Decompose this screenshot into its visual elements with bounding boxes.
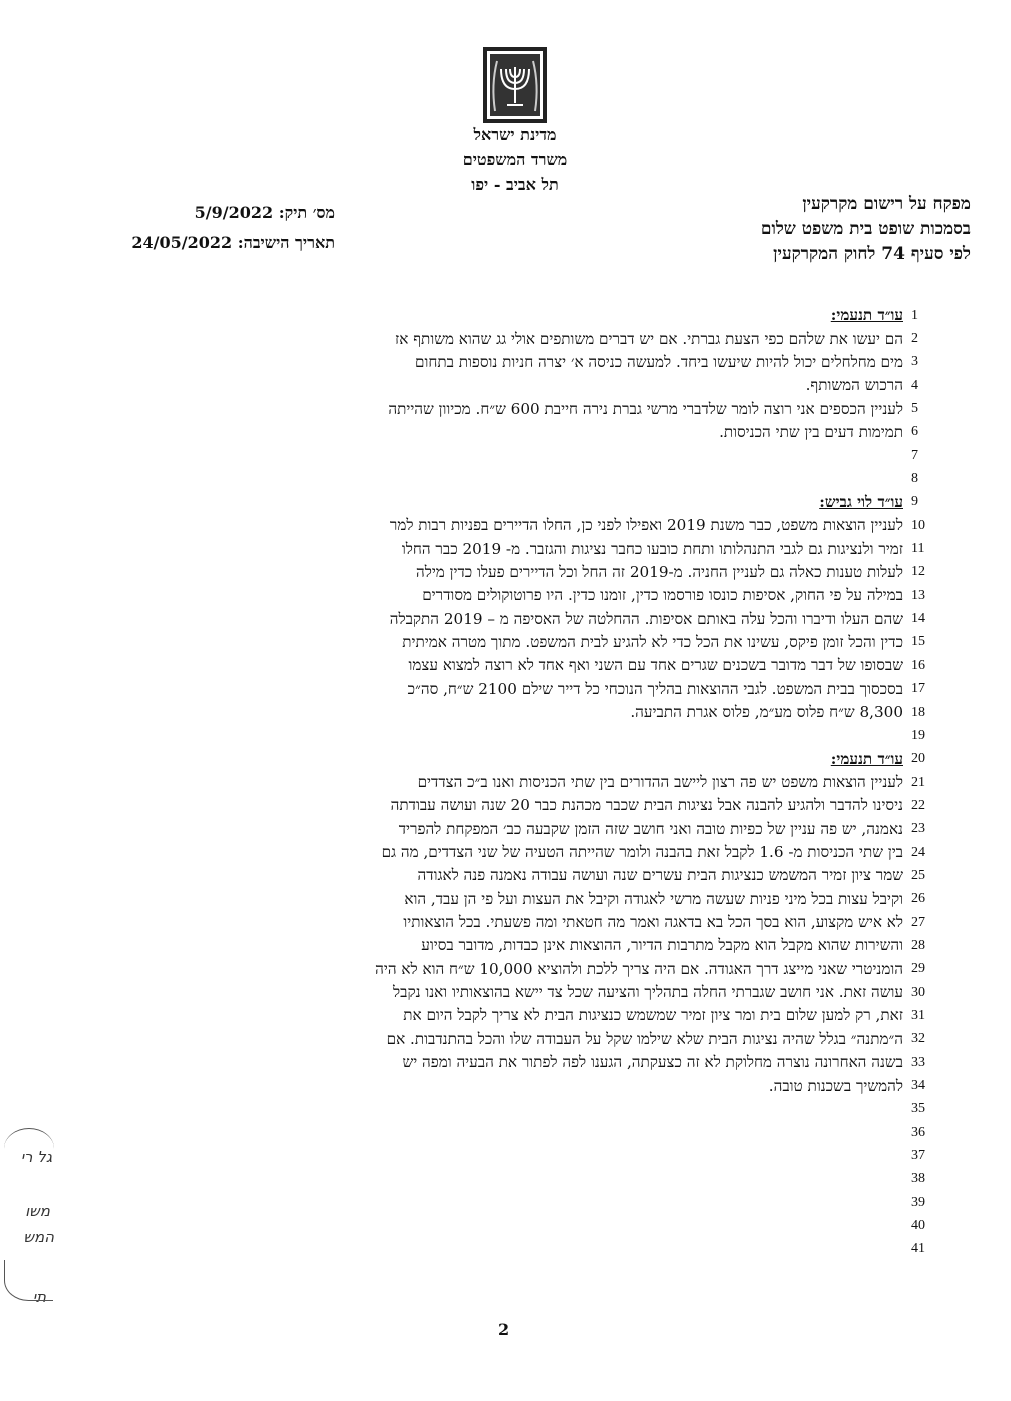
page-number: 2 <box>498 1320 510 1339</box>
line-text: זאת, רק למען שלום בית ומר ציון זמיר שמשמש כנציגות הבית לא צריך לקבל היום את <box>403 1006 903 1025</box>
line-number: 34 <box>911 1078 925 1094</box>
line-text: שהם העלו ודיברו והכל עלה באותם אסיפות. ההחלטה של האסיפה מ – 2019 התקבלה <box>389 609 903 628</box>
transcript-line <box>150 1004 935 1027</box>
transcript-line <box>150 654 935 677</box>
line-number: 38 <box>911 1171 925 1187</box>
transcript-line <box>150 1144 935 1167</box>
transcript-line <box>150 467 935 490</box>
margin-stamp-arc <box>4 1128 54 1169</box>
transcript-line <box>150 374 935 397</box>
transcript-line <box>150 864 935 887</box>
line-text: 8,300 ש״ח פלוס מע״מ, פלוס אגרת התביעה. <box>630 703 903 722</box>
line-number: 23 <box>911 821 925 837</box>
transcript-line <box>150 748 935 771</box>
transcript-line <box>150 841 935 864</box>
line-number: 13 <box>911 587 925 603</box>
line-number: 16 <box>911 657 925 673</box>
transcript-line <box>150 421 935 444</box>
transcript-line <box>150 1098 935 1121</box>
line-text: בשנה האחרונה נוצרה מחלוקת לא זה כצעקתה, הגענו לפה לפתור את הבעיה ומפה יש <box>402 1053 903 1072</box>
transcript-line <box>150 771 935 794</box>
line-text: עושה זאת. אני חושב שגברתי החלה בתהליך והציעה שכל צד יישא בהוצאותיו ואנו נקבל <box>393 983 903 1002</box>
transcript-line <box>150 818 935 841</box>
ministry-header <box>395 122 635 197</box>
speaker-label: עו״ד לוי גביש: <box>819 492 903 511</box>
line-text: והשירות שהוא מקבל הוא מקבל מתרבות הדיור, ההוצאות אינן כבדות, מדובר בסיוע <box>421 936 903 955</box>
line-text: מים מחלחלים יכול להיות שיעשו ביחד. למעשה כניסה א׳ יצרה חניות נוספות בתחום <box>414 352 903 371</box>
line-text: נאמנה, יש פה עניין של כפיות טובה ואני חושב שזה הזמן שקבעה כב׳ המפקחת להפריד <box>398 819 903 838</box>
line-text: וקיבל עצות בכל מיני פניות שעשה מרשי לאגודה וקיבל את העצות ועל פי הן עבד, הוא <box>404 889 903 908</box>
line-number: 29 <box>911 961 925 977</box>
line-text: הם יעשו את שלהם כפי הצעת גברתי. אם יש דברים משותפים אולי גג שהוא משותף אז <box>395 329 903 348</box>
line-number: 8 <box>911 471 918 487</box>
transcript-line <box>150 1168 935 1191</box>
margin-note-text: המש <box>23 1228 54 1246</box>
transcript-line <box>150 724 935 747</box>
ministry-line: מדינת ישראל <box>473 125 557 144</box>
line-number: 27 <box>911 914 925 930</box>
line-number: 41 <box>911 1241 925 1257</box>
line-text: זמיר ולנציגות גם לגבי התנהלותו ותחת כובעו כחבר נציגות והגזבר. מ- 2019 כבר החלו <box>401 539 903 558</box>
line-number: 19 <box>911 727 925 743</box>
transcript-line <box>150 631 935 654</box>
line-number: 30 <box>911 984 925 1000</box>
registrar-line: לפי סעיף 74 לחוק המקרקעין <box>773 244 971 264</box>
transcript-line <box>150 981 935 1004</box>
line-text: לעניין הוצאות משפט יש פה רצון ליישב ההדורים בין שתי הכניסות ואנו ב״כ הצדדים <box>417 773 903 792</box>
line-text: לא איש מקצוע, הוא בסך הכל בא בדאגה ואמר מה חטאתי ומה פשעתי. בכל הוצאותיו <box>403 913 903 932</box>
line-number: 35 <box>911 1101 925 1117</box>
line-number: 9 <box>911 494 918 510</box>
transcript-line <box>150 1121 935 1144</box>
line-text: תמימות דעים בין שתי הכניסות. <box>719 422 903 441</box>
line-text: להמשיך בשכנות טובה. <box>768 1076 903 1095</box>
ministry-line: משרד המשפטים <box>462 150 568 169</box>
file-number-label: מס׳ תיק: <box>278 203 335 222</box>
line-number: 10 <box>911 517 925 533</box>
transcript-line <box>150 327 935 350</box>
line-number: 24 <box>911 844 925 860</box>
line-number: 4 <box>911 377 918 393</box>
line-text: לעניין הוצאות משפט, כבר משנת 2019 ואפילו לפני כן, החלו הדיירים בפניות רבות למר <box>389 516 903 535</box>
line-number: 26 <box>911 891 925 907</box>
registrar-line: מפקח על רישום מקרקעין <box>802 194 971 214</box>
case-details <box>105 198 335 258</box>
line-number: 25 <box>911 867 925 883</box>
transcript-line <box>150 584 935 607</box>
registrar-line: בסמכות שופט בית משפט שלום <box>760 219 971 239</box>
hearing-date-value: 24/05/2022 <box>131 233 233 252</box>
transcript-line <box>150 1214 935 1237</box>
transcript-line <box>150 607 935 630</box>
transcript-line <box>150 537 935 560</box>
file-number-row <box>105 198 335 228</box>
file-number-value: 5/9/2022 <box>194 203 274 222</box>
margin-note-text: תי <box>32 1288 46 1306</box>
line-number: 18 <box>911 704 925 720</box>
line-number: 39 <box>911 1194 925 1210</box>
line-number: 15 <box>911 634 925 650</box>
line-number: 37 <box>911 1148 925 1164</box>
line-text: ניסינו להדבר ולהגיע להבנה אבל נציגות הבית שכבר מכהנת כבר 20 שנה ועושה עבודתה <box>390 796 903 815</box>
line-number: 20 <box>911 751 925 767</box>
transcript-line <box>150 1238 935 1261</box>
line-text: הרכוש המשותף. <box>805 376 903 395</box>
transcript-line <box>150 491 935 514</box>
line-number: 5 <box>911 401 918 417</box>
line-text: שבסופו של דבר מדובר בשכנים שגרים אחד עם השני ואף אחד לא רוצה למצוא עצמו <box>408 656 903 675</box>
transcript-line <box>150 1191 935 1214</box>
transcript-line <box>150 701 935 724</box>
line-number: 2 <box>911 331 918 347</box>
margin-stamp <box>0 1110 62 1325</box>
hearing-date-label: תאריך הישיבה: <box>237 233 335 252</box>
transcript-line <box>150 514 935 537</box>
margin-note-text: גל רי <box>20 1148 52 1166</box>
line-number: 6 <box>911 424 918 440</box>
line-number: 21 <box>911 774 925 790</box>
transcript-line <box>150 444 935 467</box>
hearing-date-row <box>105 228 335 258</box>
margin-note-text: משו <box>25 1202 50 1220</box>
speaker-label: עו״ד תנעמי: <box>830 749 903 768</box>
line-number: 7 <box>911 447 918 463</box>
transcript-line <box>150 304 935 327</box>
line-number: 40 <box>911 1218 925 1234</box>
state-emblem-icon <box>481 45 549 125</box>
transcript-line <box>150 958 935 981</box>
ministry-line: תל אביב - יפו <box>471 175 559 194</box>
transcript-body <box>150 304 935 1261</box>
transcript-line <box>150 1051 935 1074</box>
line-number: 31 <box>911 1007 925 1023</box>
line-number: 14 <box>911 611 925 627</box>
transcript-line <box>150 561 935 584</box>
transcript-line <box>150 911 935 934</box>
transcript-line <box>150 794 935 817</box>
line-number: 36 <box>911 1124 925 1140</box>
speaker-label: עו״ד תנעמי: <box>830 306 903 325</box>
line-text: במילה על פי החוק, אסיפות כונסו פורסמו כדין, זומנו כדין. היו פרוטוקולים מסודרים <box>422 586 903 605</box>
transcript-line <box>150 1074 935 1097</box>
line-number: 12 <box>911 564 925 580</box>
line-text: לעניין הכספים אני רוצה לומר שלדברי מרשי גברת נירה חייבת 600 ש״ח. מכיוון שהייתה <box>388 399 903 418</box>
line-text: הומניטרי שאני מייצג דרך האגודה. אם היה צריך ללכת ולהוציא 10,000 ש״ח הוא לא היה <box>375 959 903 978</box>
transcript-line <box>150 934 935 957</box>
line-number: 22 <box>911 797 925 813</box>
line-text: כדין והכל זומן פיקס, עשינו את הכל כדי לא להגיע לבית המשפט. מתוך מטרה אמיתית <box>402 632 903 651</box>
transcript-line <box>150 1028 935 1051</box>
line-number: 1 <box>911 307 918 323</box>
line-text: בין שתי הכניסות מ- 1.6 לקבל זאת בהבנה ולומר שהייתה הטעיה של שני הצדדים, מה גם <box>381 843 903 862</box>
line-number: 11 <box>911 541 925 557</box>
margin-stamp-arc <box>4 1260 53 1301</box>
transcript-line <box>150 888 935 911</box>
line-number: 3 <box>911 354 918 370</box>
line-number: 32 <box>911 1031 925 1047</box>
line-number: 28 <box>911 937 925 953</box>
registrar-header <box>641 192 971 267</box>
line-text: בסכסוך בבית המשפט. לגבי ההוצאות בהליך הנוכחי כל דייר שילם 2100 ש״ח, סה״כ <box>407 679 903 698</box>
transcript-line <box>150 397 935 420</box>
transcript-line <box>150 351 935 374</box>
line-text: ה״מתנה״ בגלל שהיה נציגות הבית שלא שילמו שקל על העבודה שלו והכל בהתנדבות. אם <box>386 1029 903 1048</box>
transcript-line <box>150 678 935 701</box>
line-number: 17 <box>911 681 925 697</box>
line-number: 33 <box>911 1054 925 1070</box>
line-text: שמר ציון זמיר המשמש כנציגות הבית עשרים שנה ועושה עבודה נאמנה פנה לאגודה <box>417 866 903 885</box>
line-text: לעלות טענות כאלה גם לעניין החניה. מ-2019 זה החל וכל הדיירים פעלו כדין מילה <box>415 562 903 581</box>
